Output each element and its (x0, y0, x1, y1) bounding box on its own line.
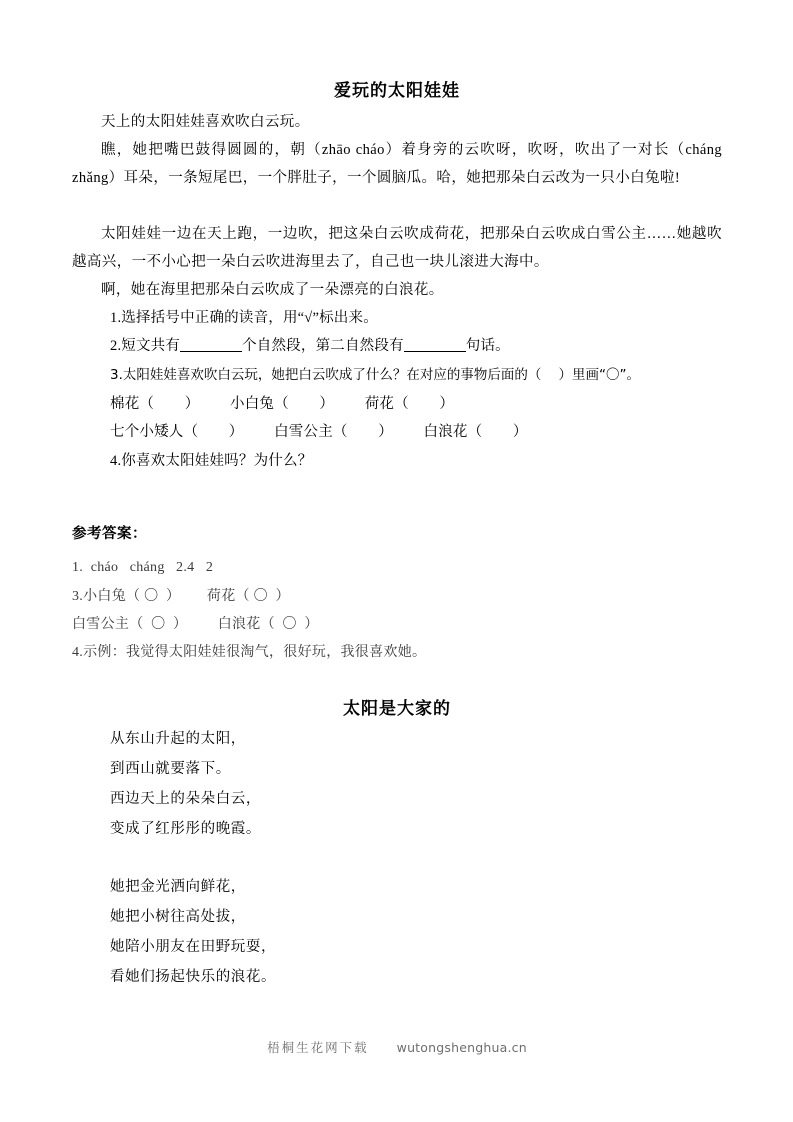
poem-stanza-2 (110, 872, 722, 992)
question-2-part-2: 个自然段，第二自然段有 (242, 338, 404, 354)
question-1 (110, 305, 722, 331)
question-4-text: 4.你喜欢太阳娃娃吗？为什么？ (110, 453, 313, 469)
answer-text: 4.示例：我觉得太阳娃娃很淘气，很好玩，我很喜欢她。 (72, 645, 427, 660)
question-1-text: 1.选择括号中正确的读音，用“√”标出来。 (110, 310, 378, 326)
answer-text: 3.小白兔（ 〇 ） 荷花（ 〇 ） (72, 589, 290, 604)
paragraph-text: 瞧，她把嘴巴鼓得圆圆的，朝（zhāo cháo）着身旁的云吹呀，吹呀，吹出了一对长（cháng zhǎng）耳朵，一条短尾巴，一个胖肚子，一个圆脑瓜。哈，她把那朵白云改为一只小白兔啦! (72, 142, 722, 186)
poem-line: 从东山升起的太阳， (110, 731, 246, 747)
question-3-options-text: 棉花（ ） 小白兔（ ） 荷花（ ） (110, 396, 455, 412)
answer-blank-1[interactable] (180, 351, 242, 352)
answer-key-line-2 (72, 584, 722, 610)
poem-stanza-1 (110, 724, 722, 844)
poem-line: 她把金光洒向鲜花， (110, 879, 246, 895)
question-3-options-text: 七个小矮人（ ） 白雪公主（ ） 白浪花（ ） (110, 424, 528, 440)
answer-text: 1. cháo cháng 2.4 2 (72, 560, 214, 575)
answer-key-line-4 (72, 640, 722, 666)
poem-line: 看她们扬起快乐的浪花。 (110, 969, 277, 985)
poem-line: 到西山就要落下。 (110, 761, 231, 777)
answer-blank-2[interactable] (404, 351, 466, 352)
question-3-text: 3.太阳娃娃喜欢吹白云玩，她把白云吹成了什么？在对应的事物后面的（ ）里画“〇”。 (110, 367, 641, 383)
question-3-options-row-1 (110, 391, 722, 417)
footer-url[interactable]: wutongshenghua.cn (396, 1040, 527, 1055)
article-1-paragraph-1 (72, 108, 722, 136)
poem-line: 她把小树往高处拔， (110, 909, 246, 925)
poem-line: 变成了红彤彤的晚霞。 (110, 821, 261, 837)
question-2 (110, 333, 722, 359)
footer-watermark (72, 1038, 722, 1056)
question-2-part-1: 2.短文共有 (110, 338, 181, 354)
answer-text: 白雪公主（ 〇 ） 白浪花（ 〇 ） (72, 617, 319, 632)
question-4 (110, 448, 722, 474)
poem-line: 她陪小朋友在田野玩耍， (110, 939, 277, 955)
poem-line: 西边天上的朵朵白云， (110, 791, 261, 807)
article-1-paragraph-4 (72, 276, 722, 304)
article-1-title: 爱玩的太阳娃娃 (334, 81, 460, 101)
question-3 (110, 362, 722, 388)
answer-key-heading: 参考答案： (72, 526, 147, 542)
question-2-text (110, 333, 722, 359)
footer-site-name: 梧桐生花网下载 (267, 1041, 369, 1055)
paragraph-text: 天上的太阳娃娃喜欢吹白云玩。 (101, 114, 310, 130)
article-1-paragraph-2 (72, 136, 722, 192)
article-1-paragraph-3 (72, 220, 722, 276)
answer-key-line-1 (72, 555, 722, 581)
paragraph-text: 太阳娃娃一边在天上跑，一边吹，把这朵白云吹成荷花，把那朵白云吹成白雪公主……她越吹越高兴，一不小心把一朵白云吹进海里去了，自己也一块儿滚进大海中。 (72, 226, 722, 270)
article-2-title: 太阳是大家的 (343, 699, 451, 719)
question-2-part-3: 句话。 (465, 338, 510, 354)
paragraph-text: 啊，她在海里把那朵白云吹成了一朵漂亮的白浪花。 (101, 282, 444, 298)
answer-key-line-3 (72, 612, 722, 638)
question-3-options-row-2 (110, 419, 722, 445)
